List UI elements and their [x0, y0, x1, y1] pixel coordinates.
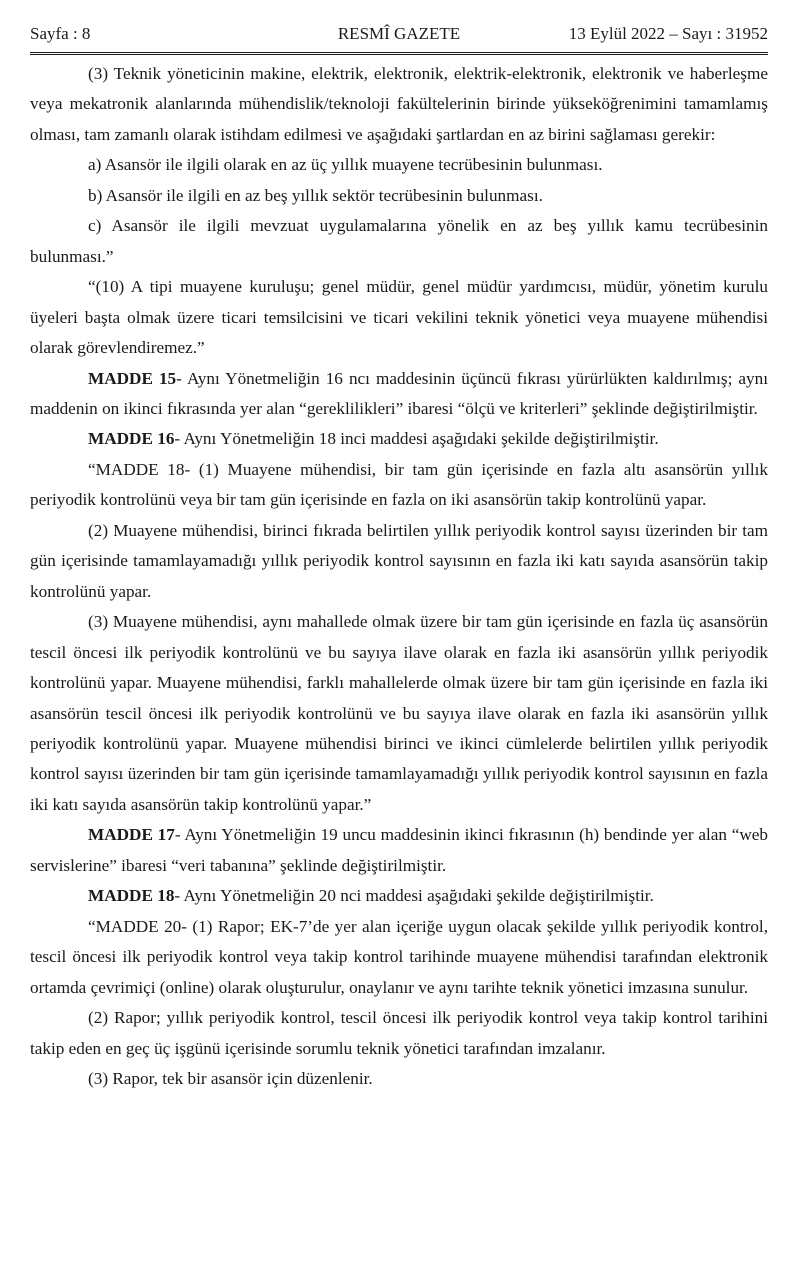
paragraph-text: (2) Muayene mühendisi, birinci fıkrada belirtilen yıllık periyodik kontrol sayısı üzerinden bir tam gün içerisinde tamamlayamadığı yıllık periyodik kontrol sayısının en fazla iki katı sayıda asansörün takip kontrolünü yapar. — [30, 520, 768, 601]
paragraph — [30, 607, 768, 820]
paragraph-text: - Aynı Yönetmeliğin 18 inci maddesi aşağıdaki şekilde değiştirilmiştir. — [174, 429, 659, 449]
gazette-title: RESMÎ GAZETE — [337, 24, 461, 43]
issue-date: 13 Eylül 2022 – Sayı : 31952 — [568, 24, 768, 43]
article-heading: MADDE 17 — [88, 825, 175, 845]
paragraph — [30, 516, 768, 607]
paragraph-text: c) Asansör ile ilgili mevzuat uygulamalarına yönelik en az beş yıllık kamu tecrübesinin bulunması.” — [30, 216, 768, 266]
paragraph-text: (3) Rapor, tek bir asansör için düzenlenir. — [88, 1068, 373, 1088]
paragraph-text: “MADDE 20- (1) Rapor; EK-7’de yer alan içeriğe uygun olacak şekilde yıllık periyodik kontrol, tescil öncesi ilk periyodik kontrol veya takip kontrol tarihinde muayene mühendisi tarafından elektronik ortamda çevrimiçi (online) olarak oluşturulur, onaylanır ve aynı tarihte teknik yönetici imzasına sunulur. — [30, 916, 768, 997]
article-paragraph — [30, 424, 768, 454]
paragraph-text: b) Asansör ile ilgili en az beş yıllık sektör tecrübesinin bulunması. — [88, 185, 543, 205]
paragraph-text: “(10) A tipi muayene kuruluşu; genel müdür, genel müdür yardımcısı, müdür, yönetim kurulu üyeleri başta olmak üzere ticari temsilcisini ve ticari vekilini teknik yönetici veya muayene mühendisi olarak görevlendiremez.” — [30, 277, 768, 358]
header-divider — [30, 52, 768, 55]
paragraph-text: - Aynı Yönetmeliğin 16 ncı maddesinin üçüncü fıkrası yürürlükten kaldırılmış; aynı maddenin on ikinci fıkrasında yer alan “gereklilikleri” ibaresi “ölçü ve kriterleri” şeklinde değiştirilmiştir. — [30, 368, 768, 418]
paragraph — [30, 1003, 768, 1064]
article-heading: MADDE 16 — [88, 429, 175, 449]
paragraph — [30, 1064, 768, 1094]
article-paragraph — [30, 364, 768, 425]
article-paragraph — [30, 820, 768, 881]
article-heading: MADDE 18 — [88, 886, 175, 906]
paragraph — [30, 455, 768, 516]
paragraph-text: (3) Muayene mühendisi, aynı mahallede olmak üzere bir tam gün içerisinde en fazla üç asansörün tescil öncesi ilk periyodik kontrolünü ve bu sayıya ilave olarak en fazla iki asansörün yıllık periyodik kontrolünü yapar. Muayene mühendisi, farklı mahallelerde olmak üzere bir tam gün içerisinde en fazla iki asansörün tescil öncesi ilk periyodik kontrolünü ve bu sayıya ilave olarak en fazla iki asansörün yıllık periyodik kontrolünü yapar. Muayene mühendisi birinci ve ikinci cümlelerde belirtilen yıllık periyodik kontrol sayısı üzerinden bir tam gün içerisinde tamamlayamadığı yıllık periyodik kontrol sayısının en fazla iki katı sayıda asansörün takip kontrolünü yapar.” — [30, 612, 768, 814]
paragraph — [30, 59, 768, 150]
page-number: Sayfa : 8 — [30, 24, 91, 43]
paragraph — [30, 181, 768, 211]
paragraph-text: (2) Rapor; yıllık periyodik kontrol, tescil öncesi ilk periyodik kontrol veya takip kontrol tarihini takip eden en geç üç işgünü içerisinde sorumlu teknik yönetici tarafından imzalanır. — [30, 1008, 768, 1058]
paragraph-text: (3) Teknik yöneticinin makine, elektrik, elektronik, elektrik-elektronik, elektronik ve haberleşme veya mekatronik alanlarında mühendislik/teknoloji fakültelerinin birinde yükseköğrenimini tamamlamış olması, tam zamanlı olarak istihdam edilmesi ve aşağıdaki şartlardan en az birini sağlaması gerekir: — [30, 64, 768, 144]
paragraph-text: “MADDE 18- (1) Muayene mühendisi, bir tam gün içerisinde en fazla altı asansörün yıllık periyodik kontrolünü veya bir tam gün içerisinde en fazla on iki asansörün takip kontrolünü yapar. — [30, 459, 768, 510]
article-paragraph — [30, 881, 768, 911]
paragraph — [30, 912, 768, 1003]
paragraph-text: - Aynı Yönetmeliğin 20 nci maddesi aşağıdaki şekilde değiştirilmiştir. — [174, 886, 654, 906]
document-body — [30, 59, 768, 1094]
paragraph — [30, 150, 768, 180]
page-header — [30, 22, 768, 52]
article-heading: MADDE 15 — [88, 368, 177, 388]
paragraph-text: a) Asansör ile ilgili olarak en az üç yıllık muayene tecrübesinin bulunması. — [88, 155, 603, 175]
gazette-page — [30, 22, 768, 1094]
paragraph — [30, 211, 768, 272]
paragraph-text: - Aynı Yönetmeliğin 19 uncu maddesinin ikinci fıkrasının (h) bendinde yer alan “web servislerine” ibaresi “veri tabanına” şeklinde değiştirilmiştir. — [30, 825, 768, 875]
paragraph — [30, 272, 768, 363]
